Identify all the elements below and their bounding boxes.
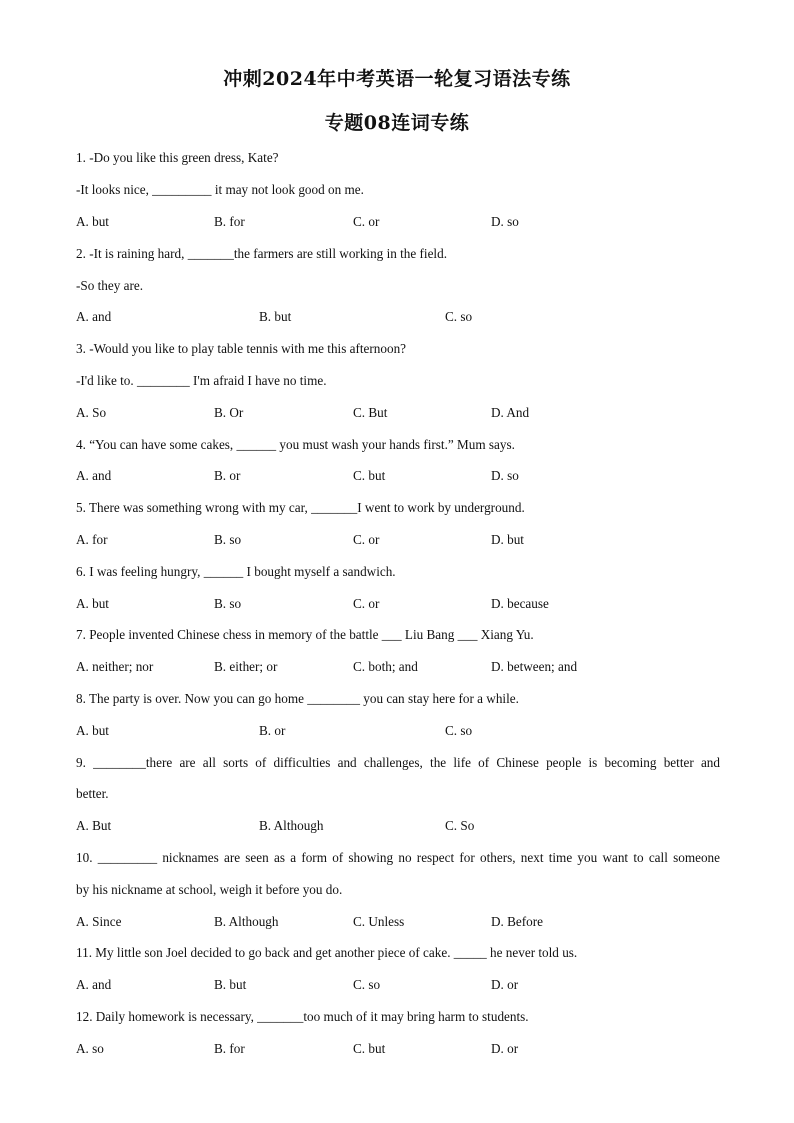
question-7-stem: 7. People invented Chinese chess in memory of the battle ___ Liu Bang ___ Xiang Yu. [76,627,534,642]
question-6-option-b: B. so [214,596,242,611]
question-2-line-2: -So they are. [76,278,144,293]
question-8-option-b: B. or [259,723,286,738]
question-4-option-a: A. and [76,468,112,483]
question-5-option-d: D. but [491,532,524,547]
question-10-option-b: B. Although [214,914,279,929]
question-2-stem: 2. -It is raining hard, _______the farmers are still working in the field. [76,246,447,261]
question-8-option-c: C. so [445,723,473,738]
question-3-option-c: C. But [353,405,388,420]
question-7-option-b: B. either; or [214,659,278,674]
question-3-option-d: D. And [491,405,530,420]
question-12-option-a: A. so [76,1041,104,1056]
question-5-option-c: C. or [353,532,380,547]
question-1-option-b: B. for [214,214,245,229]
question-6-stem: 6. I was feeling hungry, ______ I bought myself a sandwich. [76,564,396,579]
page-title: 冲刺2024年中考英语一轮复习语法专练 [223,68,571,90]
question-6-option-d: D. because [491,596,549,611]
page-subtitle: 专题08连词专练 [324,112,470,134]
question-4-option-c: C. but [353,468,386,483]
question-5-option-a: A. for [76,532,108,547]
question-10-stem: 10. _________ nicknames are seen as a form of showing no respect for others, next time you want to call someone [76,850,720,865]
question-8-stem: 8. The party is over. Now you can go home ________ you can stay here for a while. [76,691,519,706]
question-1-stem: 1. -Do you like this green dress, Kate? [76,150,279,165]
question-5-stem: 5. There was something wrong with my car, _______I went to work by underground. [76,500,525,515]
question-7-option-a: A. neither; nor [76,659,154,674]
question-3-stem: 3. -Would you like to play table tennis with me this afternoon? [76,341,407,356]
question-4-option-b: B. or [214,468,241,483]
question-9-option-b: B. Although [259,818,324,833]
question-2-option-a: A. and [76,309,112,324]
question-2-option-c: C. so [445,309,473,324]
question-9-option-c: C. So [445,818,475,833]
question-12-option-c: C. but [353,1041,386,1056]
question-12-option-d: D. or [491,1041,519,1056]
question-1-option-a: A. but [76,214,109,229]
question-5-option-b: B. so [214,532,242,547]
question-4-option-d: D. so [491,468,519,483]
question-3-option-a: A. So [76,405,107,420]
question-11-option-a: A. and [76,977,112,992]
question-6-option-a: A. but [76,596,109,611]
question-3-option-b: B. Or [214,405,244,420]
question-1-option-c: C. or [353,214,380,229]
question-2-option-b: B. but [259,309,292,324]
question-11-option-b: B. but [214,977,247,992]
question-10-option-a: A. Since [76,914,122,929]
question-11-option-d: D. or [491,977,519,992]
question-10-option-c: C. Unless [353,914,405,929]
question-12-stem: 12. Daily homework is necessary, _______too much of it may bring harm to students. [76,1009,529,1024]
question-9-stem: 9. ________there are all sorts of difficulties and challenges, the life of Chinese people is becoming better and [76,755,720,770]
question-6-option-c: C. or [353,596,380,611]
question-4-stem: 4. “You can have some cakes, ______ you must wash your hands first.” Mum says. [76,437,515,452]
question-8-option-a: A. but [76,723,109,738]
question-1-option-d: D. so [491,214,519,229]
question-11-stem: 11. My little son Joel decided to go back and get another piece of cake. _____ he never told us. [76,945,578,960]
question-11-option-c: C. so [353,977,381,992]
question-3-line-2: -I'd like to. ________ I'm afraid I have no time. [76,373,327,388]
question-12-option-b: B. for [214,1041,245,1056]
question-1-line-2: -It looks nice, _________ it may not look good on me. [76,182,364,197]
question-7-option-c: C. both; and [353,659,418,674]
question-9-option-a: A. But [76,818,112,833]
question-7-option-d: D. between; and [491,659,578,674]
question-10-option-d: D. Before [491,914,543,929]
question-10-line-2: by his nickname at school, weigh it before you do. [76,882,343,897]
question-9-line-2: better. [76,786,109,801]
